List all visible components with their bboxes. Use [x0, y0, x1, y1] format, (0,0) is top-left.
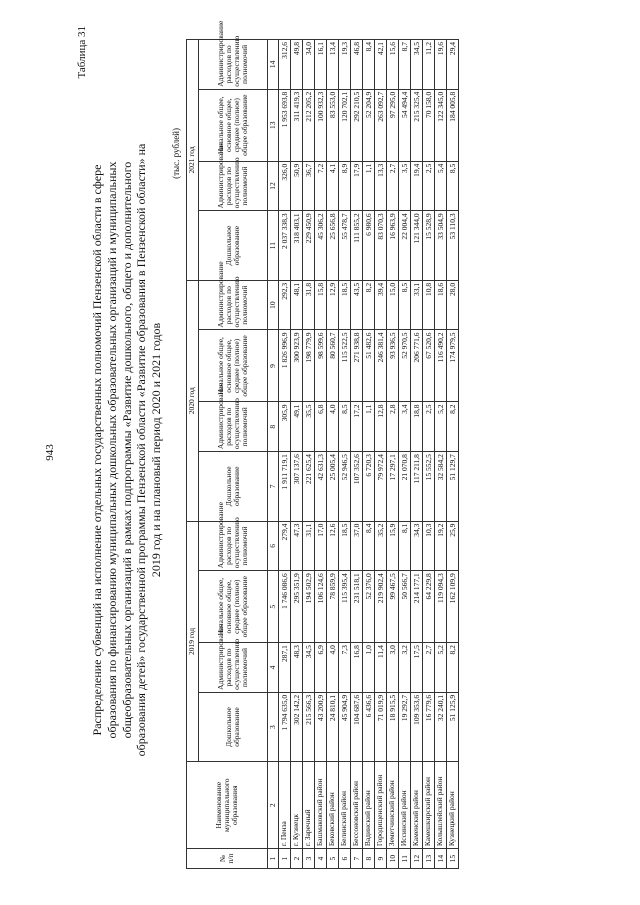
- municipality-name: Башмаковский район: [315, 762, 327, 849]
- value-cell: 51 129,7: [447, 452, 459, 521]
- value-cell: 8,2: [363, 280, 375, 330]
- value-cell: 42,1: [375, 40, 387, 90]
- value-cell: 34,3: [411, 521, 423, 571]
- value-cell: 206 771,6: [411, 330, 423, 402]
- header-year-2020: 2020 год: [187, 280, 199, 521]
- column-number: 10: [268, 280, 279, 330]
- header-preschool: Дошкольное образование: [199, 452, 268, 521]
- value-cell: 117 211,8: [411, 452, 423, 521]
- value-cell: 6,9: [315, 643, 327, 693]
- value-cell: 8,9: [339, 161, 351, 211]
- value-cell: 8,5: [447, 161, 459, 211]
- municipality-name: Земетчинский район: [387, 762, 399, 849]
- value-cell: 2,5: [423, 161, 435, 211]
- row-number: 7: [351, 849, 363, 869]
- value-cell: 292 210,5: [351, 89, 363, 161]
- column-number: 6: [268, 521, 279, 571]
- value-cell: 83 553,0: [327, 89, 339, 161]
- header-admin: Администрирование расходов по осуществлению полномочий: [199, 161, 268, 211]
- table-row: [411, 40, 423, 869]
- value-cell: 52 376,0: [363, 571, 375, 643]
- value-cell: 300 923,9: [291, 330, 303, 402]
- value-cell: 305,9: [279, 402, 291, 452]
- value-cell: 8,2: [447, 643, 459, 693]
- municipality-name: г. Пенза: [279, 762, 291, 849]
- row-number: 3: [303, 849, 315, 869]
- value-cell: 31,8: [303, 280, 315, 330]
- municipality-name: г. Кузнецк: [291, 762, 303, 849]
- value-cell: 32 240,1: [435, 692, 447, 761]
- value-cell: 1 746 086,6: [279, 571, 291, 643]
- value-cell: 33 504,9: [435, 211, 447, 280]
- header-year-2021: 2021 год: [187, 40, 199, 281]
- value-cell: 279,4: [279, 521, 291, 571]
- value-cell: 6,8: [315, 402, 327, 452]
- value-cell: 35,2: [375, 521, 387, 571]
- value-cell: 71 019,9: [375, 692, 387, 761]
- value-cell: 12,6: [327, 521, 339, 571]
- value-cell: 48,3: [291, 643, 303, 693]
- value-cell: 8,7: [399, 40, 411, 90]
- header-admin: Администрирование расходов по осуществлению полномочий: [199, 402, 268, 452]
- header-no: № п/п: [187, 849, 268, 869]
- value-cell: 83 070,3: [375, 211, 387, 280]
- header-preschool: Дошкольное образование: [199, 692, 268, 761]
- column-number: 12: [268, 161, 279, 211]
- value-cell: 100 932,3: [315, 89, 327, 161]
- value-cell: 50,9: [291, 161, 303, 211]
- value-cell: 34,5: [411, 40, 423, 90]
- value-cell: 3,5: [399, 161, 411, 211]
- value-cell: 3,0: [387, 643, 399, 693]
- table-number: Таблица 31: [76, 26, 88, 79]
- value-cell: 48,1: [291, 280, 303, 330]
- column-number: 4: [268, 643, 279, 693]
- value-cell: 18 915,5: [387, 692, 399, 761]
- value-cell: 15,6: [387, 40, 399, 90]
- municipality-name: Бессоновский район: [351, 762, 363, 849]
- value-cell: 19,6: [435, 40, 447, 90]
- row-number: 15: [447, 849, 459, 869]
- value-cell: 70 158,0: [423, 89, 435, 161]
- value-cell: 51 125,9: [447, 692, 459, 761]
- value-cell: 98 599,6: [315, 330, 327, 402]
- value-cell: 19,3: [339, 40, 351, 90]
- column-number: 13: [268, 89, 279, 161]
- value-cell: 31,1: [303, 521, 315, 571]
- value-cell: 29,4: [447, 40, 459, 90]
- value-cell: 64 229,8: [423, 571, 435, 643]
- value-cell: 13,4: [327, 40, 339, 90]
- table-row: [339, 40, 351, 869]
- value-cell: 326,0: [279, 161, 291, 211]
- value-cell: 312,6: [279, 40, 291, 90]
- row-number: 8: [363, 849, 375, 869]
- value-cell: 34,0: [303, 40, 315, 90]
- municipality-name: Белинский район: [339, 762, 351, 849]
- value-cell: 18,6: [435, 280, 447, 330]
- value-cell: 3,2: [399, 643, 411, 693]
- value-cell: 3,4: [399, 402, 411, 452]
- value-cell: 39,4: [375, 280, 387, 330]
- value-cell: 212 205,2: [303, 89, 315, 161]
- value-cell: 79 972,4: [375, 452, 387, 521]
- value-cell: 4,0: [327, 402, 339, 452]
- header-preschool: Дошкольное образование: [199, 211, 268, 280]
- table-row: [291, 40, 303, 869]
- value-cell: 17 297,1: [387, 452, 399, 521]
- header-admin: Администрирование расходов по осуществлению полномочий: [199, 643, 268, 693]
- value-cell: 32 584,2: [435, 452, 447, 521]
- value-cell: 17,9: [351, 161, 363, 211]
- value-cell: 6 980,6: [363, 211, 375, 280]
- header-general: Начальное общее, основное общее, среднее (полное) общее образование: [199, 330, 268, 402]
- row-number: 2: [291, 849, 303, 869]
- value-cell: 194 502,9: [303, 571, 315, 643]
- value-cell: 292,3: [279, 280, 291, 330]
- value-cell: 10,8: [423, 280, 435, 330]
- value-cell: 7,2: [315, 161, 327, 211]
- table-row: [375, 40, 387, 869]
- municipality-name: Кузнецкий район: [447, 762, 459, 849]
- value-cell: 80 560,7: [327, 330, 339, 402]
- municipality-name: Каменский район: [411, 762, 423, 849]
- value-cell: 6 720,3: [363, 452, 375, 521]
- value-cell: 16 963,9: [387, 211, 399, 280]
- column-number: 3: [268, 692, 279, 761]
- value-cell: 46,8: [351, 40, 363, 90]
- column-number: 7: [268, 452, 279, 521]
- value-cell: 221 625,4: [303, 452, 315, 521]
- row-number: 13: [423, 849, 435, 869]
- value-cell: 15 552,5: [423, 452, 435, 521]
- value-cell: 7,3: [339, 643, 351, 693]
- value-cell: 174 979,5: [447, 330, 459, 402]
- row-number: 4: [315, 849, 327, 869]
- header-name: Наименование муниципального образования: [187, 762, 268, 849]
- value-cell: 263 092,7: [375, 89, 387, 161]
- value-cell: 52 946,5: [339, 452, 351, 521]
- table-row: [351, 40, 363, 869]
- value-cell: 97 295,0: [387, 89, 399, 161]
- value-cell: 11,4: [375, 643, 387, 693]
- value-cell: 49,8: [291, 40, 303, 90]
- value-cell: 115 395,4: [339, 571, 351, 643]
- table-row: [447, 40, 459, 869]
- municipality-name: г. Заречный: [303, 762, 315, 849]
- value-cell: 198 779,9: [303, 330, 315, 402]
- header-general: Начальное общее, основное общее, среднее (полное) общее образование: [199, 571, 268, 643]
- value-cell: 2,7: [423, 643, 435, 693]
- value-cell: 8,2: [447, 402, 459, 452]
- value-cell: 15,9: [387, 521, 399, 571]
- value-cell: 51 482,6: [363, 330, 375, 402]
- header-general: Начальное общее, основное общее, среднее (полное) общее образование: [199, 89, 268, 161]
- value-cell: 33,1: [411, 280, 423, 330]
- value-cell: 162 109,9: [447, 571, 459, 643]
- value-cell: 311 419,3: [291, 89, 303, 161]
- value-cell: 37,0: [351, 521, 363, 571]
- value-cell: 18,5: [339, 521, 351, 571]
- value-cell: 6 436,6: [363, 692, 375, 761]
- value-cell: 104 687,6: [351, 692, 363, 761]
- value-cell: 302 142,2: [291, 692, 303, 761]
- value-cell: 8,5: [339, 402, 351, 452]
- table-row: [387, 40, 399, 869]
- value-cell: 50 566,7: [399, 571, 411, 643]
- value-cell: 295 351,9: [291, 571, 303, 643]
- value-cell: 5,4: [435, 161, 447, 211]
- row-number: 1: [279, 849, 291, 869]
- value-cell: 122 345,0: [435, 89, 447, 161]
- header-year-2019: 2019 год: [187, 521, 199, 762]
- value-cell: 49,1: [291, 402, 303, 452]
- value-cell: 318 403,1: [291, 211, 303, 280]
- value-cell: 52 204,9: [363, 89, 375, 161]
- units-note: (тыс. рублей): [171, 128, 181, 179]
- value-cell: 115 522,5: [339, 330, 351, 402]
- municipality-name: Городищенский район: [375, 762, 387, 849]
- value-cell: 231 518,1: [351, 571, 363, 643]
- value-cell: 43 200,9: [315, 692, 327, 761]
- value-cell: 99 467,5: [387, 571, 399, 643]
- table-row: [423, 40, 435, 869]
- value-cell: 246 381,4: [375, 330, 387, 402]
- column-number: 14: [268, 40, 279, 90]
- value-cell: 5,2: [435, 402, 447, 452]
- value-cell: 17,0: [315, 521, 327, 571]
- value-cell: 34,5: [303, 643, 315, 693]
- value-cell: 2,8: [387, 402, 399, 452]
- municipality-name: Бековский район: [327, 762, 339, 849]
- row-number: 9: [375, 849, 387, 869]
- table-body: [279, 40, 459, 869]
- value-cell: 120 702,1: [339, 89, 351, 161]
- value-cell: 307 137,6: [291, 452, 303, 521]
- table-row: [327, 40, 339, 869]
- value-cell: 55 478,7: [339, 211, 351, 280]
- municipality-name: Камешкирский район: [423, 762, 435, 849]
- value-cell: 5,2: [435, 643, 447, 693]
- value-cell: 18,5: [339, 280, 351, 330]
- header-admin: Администрирование расходов по осуществлению полномочий: [199, 280, 268, 330]
- value-cell: 2,7: [387, 161, 399, 211]
- row-number: 11: [399, 849, 411, 869]
- subsidy-table: [186, 20, 459, 869]
- table-row: [279, 40, 291, 869]
- value-cell: 11,2: [423, 40, 435, 90]
- row-number: 12: [411, 849, 423, 869]
- value-cell: 1 826 996,9: [279, 330, 291, 402]
- municipality-name: Колышлейский район: [435, 762, 447, 849]
- value-cell: 10,3: [423, 521, 435, 571]
- value-cell: 214 177,1: [411, 571, 423, 643]
- value-cell: 116 490,2: [435, 330, 447, 402]
- value-cell: 106 124,6: [315, 571, 327, 643]
- municipality-name: Иссинский район: [399, 762, 411, 849]
- value-cell: 107 352,6: [351, 452, 363, 521]
- value-cell: 19,2: [435, 521, 447, 571]
- header-admin: Администрирование расходов по осуществлению полномочий: [199, 40, 268, 90]
- value-cell: 119 094,3: [435, 571, 447, 643]
- value-cell: 4,1: [327, 161, 339, 211]
- value-cell: 219 902,4: [375, 571, 387, 643]
- value-cell: 8,4: [363, 521, 375, 571]
- column-number: 9: [268, 330, 279, 402]
- document-title: Распределение субвенций на исполнение отдельных государственных полномочий Пензенской области в сфере образования по финансированию муниципальных дошкольных образовательных организаций и муниципальных общеобразовательных организаций в рамках подпрограммы «Развитие дошкольного, общего и дополнительного образования детей» государственной программы Пензенской области «Развитие образования в Пензенской области» на 2019 год и на плановый период 2020 и 2021 годов: [90, 143, 164, 757]
- value-cell: 19 292,7: [399, 692, 411, 761]
- value-cell: 12,8: [375, 402, 387, 452]
- value-cell: 15 528,9: [423, 211, 435, 280]
- column-number: 1: [268, 849, 279, 869]
- value-cell: 184 005,8: [447, 89, 459, 161]
- value-cell: 229 450,9: [303, 211, 315, 280]
- value-cell: 1 794 635,0: [279, 692, 291, 761]
- value-cell: 35,5: [303, 402, 315, 452]
- value-cell: 287,1: [279, 643, 291, 693]
- value-cell: 25,9: [447, 521, 459, 571]
- row-number: 6: [339, 849, 351, 869]
- value-cell: 45 904,9: [339, 692, 351, 761]
- value-cell: 52 970,5: [399, 330, 411, 402]
- value-cell: 17,5: [411, 643, 423, 693]
- value-cell: 215 566,3: [303, 692, 315, 761]
- value-cell: 28,0: [447, 280, 459, 330]
- table-row: [363, 40, 375, 869]
- row-number: 14: [435, 849, 447, 869]
- value-cell: 45 306,2: [315, 211, 327, 280]
- table-row: [303, 40, 315, 869]
- value-cell: 1,1: [363, 161, 375, 211]
- page-number: 943: [44, 444, 56, 461]
- header-admin: Администрирование расходов по осуществлению полномочий: [199, 521, 268, 571]
- value-cell: 16 779,6: [423, 692, 435, 761]
- value-cell: 4,0: [327, 643, 339, 693]
- value-cell: 1,0: [363, 643, 375, 693]
- value-cell: 16,8: [351, 643, 363, 693]
- value-cell: 1 953 693,8: [279, 89, 291, 161]
- value-cell: 8,5: [399, 280, 411, 330]
- value-cell: 8,4: [363, 40, 375, 90]
- value-cell: 15,8: [315, 280, 327, 330]
- table-row: [435, 40, 447, 869]
- value-cell: 215 325,4: [411, 89, 423, 161]
- value-cell: 24 810,1: [327, 692, 339, 761]
- value-cell: 15,0: [387, 280, 399, 330]
- value-cell: 53 110,3: [447, 211, 459, 280]
- value-cell: 21 070,8: [399, 452, 411, 521]
- column-number: 2: [268, 762, 279, 849]
- column-number: 8: [268, 402, 279, 452]
- value-cell: 19,4: [411, 161, 423, 211]
- value-cell: 109 353,6: [411, 692, 423, 761]
- value-cell: 54 494,4: [399, 89, 411, 161]
- value-cell: 271 938,8: [351, 330, 363, 402]
- value-cell: 78 859,9: [327, 571, 339, 643]
- value-cell: 16,1: [315, 40, 327, 90]
- value-cell: 8,1: [399, 521, 411, 571]
- row-number: 10: [387, 849, 399, 869]
- value-cell: 2,5: [423, 402, 435, 452]
- row-number: 5: [327, 849, 339, 869]
- value-cell: 1,1: [363, 402, 375, 452]
- value-cell: 13,3: [375, 161, 387, 211]
- value-cell: 47,3: [291, 521, 303, 571]
- value-cell: 121 344,0: [411, 211, 423, 280]
- value-cell: 12,9: [327, 280, 339, 330]
- value-cell: 1 911 719,1: [279, 452, 291, 521]
- value-cell: 2 037 338,3: [279, 211, 291, 280]
- value-cell: 25 656,8: [327, 211, 339, 280]
- value-cell: 42 631,3: [315, 452, 327, 521]
- value-cell: 111 855,2: [351, 211, 363, 280]
- table-row: [315, 40, 327, 869]
- column-number: 11: [268, 211, 279, 280]
- value-cell: 18,8: [411, 402, 423, 452]
- value-cell: 25 005,4: [327, 452, 339, 521]
- table-row: [399, 40, 411, 869]
- column-number: 5: [268, 571, 279, 643]
- value-cell: 93 936,5: [387, 330, 399, 402]
- value-cell: 36,7: [303, 161, 315, 211]
- value-cell: 17,2: [351, 402, 363, 452]
- value-cell: 43,5: [351, 280, 363, 330]
- value-cell: 22 004,4: [399, 211, 411, 280]
- municipality-name: Вадинский район: [363, 762, 375, 849]
- value-cell: 67 520,6: [423, 330, 435, 402]
